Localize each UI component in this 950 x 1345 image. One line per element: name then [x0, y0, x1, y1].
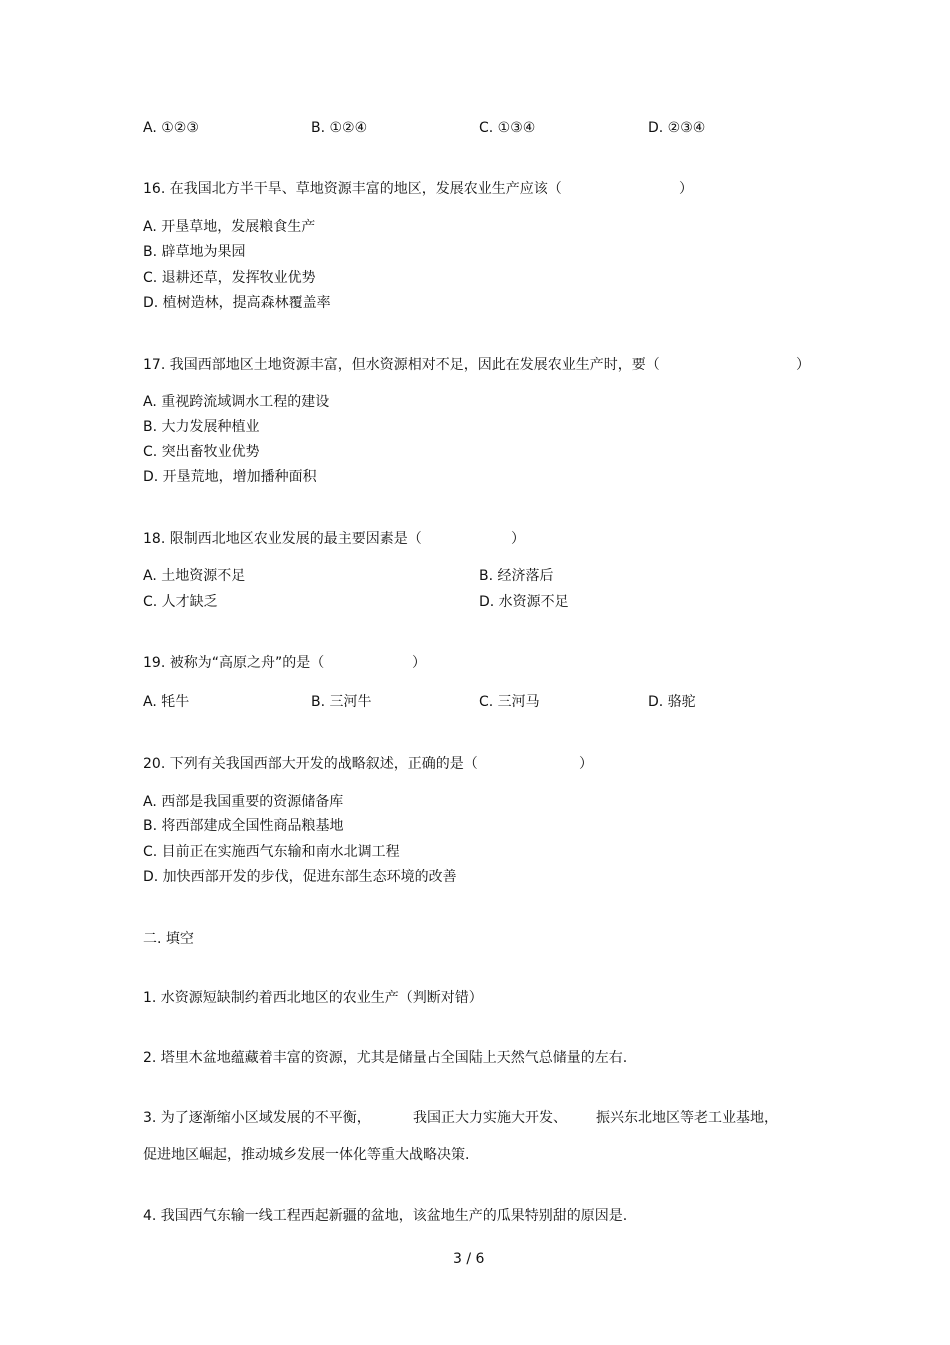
- q15-option-a: A. ①②③: [143, 120, 199, 136]
- q17-option-a: A. 重视跨流域调水工程的建设: [143, 394, 330, 410]
- page-number: 3 / 6: [453, 1251, 485, 1267]
- q16-option-a: A. 开垦草地，发展粮食生产: [143, 219, 316, 235]
- q20-option-b: B. 将西部建成全国性商品粮基地: [143, 818, 344, 834]
- q18-option-d: D. 水资源不足: [479, 594, 569, 610]
- fill-item-3-part4: 促进地区崛起，推动城乡发展一体化等重大战略决策.: [143, 1147, 470, 1163]
- fill-item-2: 2. 塔里木盆地蕴藏着丰富的资源，尤其是储量占全国陆上天然气总储量的左右.: [143, 1050, 628, 1066]
- q17-close-paren: ）: [796, 357, 810, 373]
- q20-option-a: A. 西部是我国重要的资源储备库: [143, 794, 344, 810]
- section-heading-fill-in: 二. 填空: [143, 931, 194, 947]
- q18-option-a: A. 土地资源不足: [143, 568, 246, 584]
- q19-close-paren: ）: [412, 655, 426, 671]
- q17-option-d: D. 开垦荒地，增加播种面积: [143, 469, 317, 485]
- q19-option-a: A. 牦牛: [143, 694, 190, 710]
- q19-option-b: B. 三河牛: [311, 694, 372, 710]
- q17-option-c: C. 突出畜牧业优势: [143, 444, 260, 460]
- q16-option-d: D. 植树造林，提高森林覆盖率: [143, 295, 331, 311]
- q19-option-c: C. 三河马: [479, 694, 540, 710]
- fill-item-3-part1: 3. 为了逐渐缩小区域发展的不平衡，: [143, 1110, 371, 1126]
- q17-stem: 17. 我国西部地区土地资源丰富，但水资源相对不足，因此在发展农业生产时，要（: [143, 357, 660, 373]
- q16-close-paren: ）: [679, 181, 693, 197]
- q19-stem: 19. 被称为“高原之舟”的是（: [143, 655, 325, 671]
- fill-item-3-part3: 振兴东北地区等老工业基地，: [596, 1110, 778, 1126]
- q15-option-c: C. ①③④: [479, 120, 536, 136]
- fill-item-1: 1. 水资源短缺制约着西北地区的农业生产（判断对错）: [143, 990, 483, 1006]
- q19-option-d: D. 骆驼: [648, 694, 696, 710]
- q20-close-paren: ）: [579, 756, 593, 772]
- q15-option-d: D. ②③④: [648, 120, 706, 136]
- q20-stem: 20. 下列有关我国西部大开发的战略叙述，正确的是（: [143, 756, 478, 772]
- q16-stem: 16. 在我国北方半干旱、草地资源丰富的地区，发展农业生产应该（: [143, 181, 562, 197]
- fill-item-4: 4. 我国西气东输一线工程西起新疆的盆地，该盆地生产的瓜果特别甜的原因是.: [143, 1208, 628, 1224]
- q17-option-b: B. 大力发展种植业: [143, 419, 260, 435]
- q18-option-c: C. 人才缺乏: [143, 594, 218, 610]
- q16-option-c: C. 退耕还草，发挥牧业优势: [143, 270, 316, 286]
- q18-option-b: B. 经济落后: [479, 568, 554, 584]
- q16-option-b: B. 辟草地为果园: [143, 244, 246, 260]
- q18-stem: 18. 限制西北地区农业发展的最主要因素是（: [143, 531, 422, 547]
- q18-close-paren: ）: [511, 531, 525, 547]
- q15-option-b: B. ①②④: [311, 120, 368, 136]
- fill-item-3-part2: 我国正大力实施大开发、: [413, 1110, 567, 1126]
- q20-option-c: C. 目前正在实施西气东输和南水北调工程: [143, 844, 400, 860]
- q20-option-d: D. 加快西部开发的步伐，促进东部生态环境的改善: [143, 869, 457, 885]
